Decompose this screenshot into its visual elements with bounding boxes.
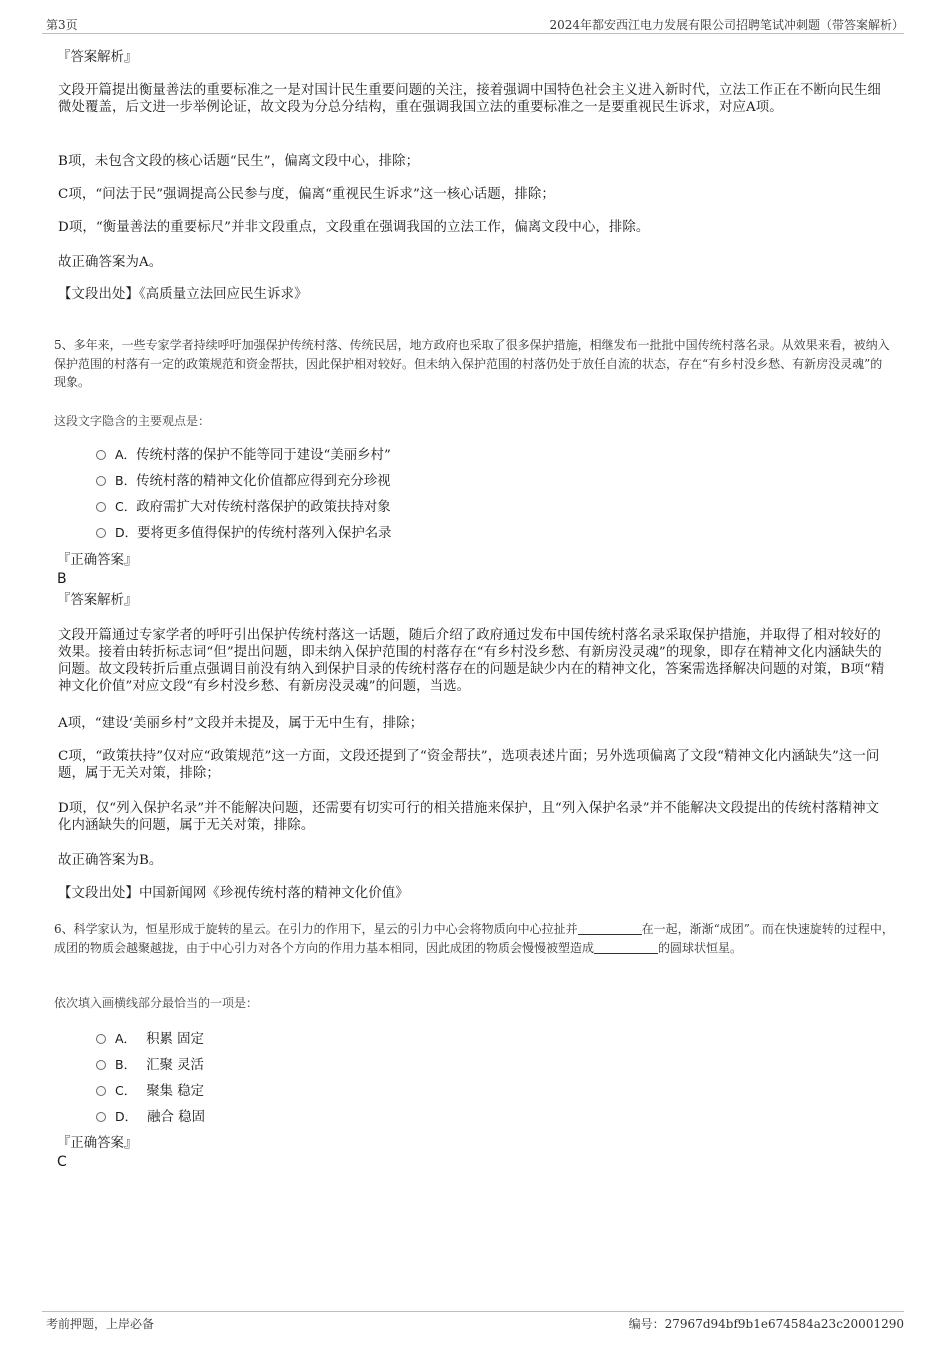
option-text: 聚集 稳定 bbox=[146, 1084, 205, 1099]
question-6-prompt: 依次填入画横线部分最恰当的一项是： bbox=[54, 996, 259, 1010]
correct-answer: C bbox=[57, 1154, 67, 1170]
radio-icon[interactable] bbox=[96, 1086, 106, 1096]
footer-slogan: 考前押题，上岸必备 bbox=[46, 1317, 155, 1331]
source-citation: 【文段出处】中国新闻网《珍视传统村落的精神文化价值》 bbox=[58, 886, 409, 901]
option-text: 传统村落的保护不能等同于建设“美丽乡村” bbox=[136, 448, 391, 463]
question-5-option-c[interactable] bbox=[96, 498, 391, 516]
question-5-prompt: 这段文字隐含的主要观点是： bbox=[54, 414, 211, 428]
analysis-label: 『答案解析』 bbox=[57, 50, 138, 65]
analysis-option-b: B项，未包含文段的核心话题“民生”，偏离文段中心，排除； bbox=[58, 154, 420, 169]
radio-icon[interactable] bbox=[96, 528, 106, 538]
question-6-option-c[interactable] bbox=[96, 1082, 204, 1100]
analysis-conclusion: 故正确答案为B。 bbox=[58, 853, 163, 868]
analysis-option-d: D项，“衡量善法的重要标尺”并非文段重点，文段重在强调我国的立法工作，偏离文段中心，排除。 bbox=[58, 220, 650, 235]
option-key: A． bbox=[115, 1031, 137, 1046]
option-text: 传统村落的精神文化价值都应得到充分珍视 bbox=[136, 474, 391, 489]
correct-answer-label: 『正确答案』 bbox=[57, 1136, 138, 1151]
question-5-text: 5、多年来，一些专家学者持续呼吁加强保护传统村落、传统民居，地方政府也采取了很多保护措施，相继发布一批批中国传统村落名录。从效果来看，被纳入保护范围的村落有一定的政策规范和资金帮扶，因此保护相对较好。但未纳入保护范围的村落仍处于放任自流的状态，存在“有乡村没乡愁、有新房没灵魂”的现象。 bbox=[54, 338, 890, 389]
correct-answer: B bbox=[57, 571, 67, 587]
question-text-part: 的圆球状恒星。 bbox=[658, 940, 743, 955]
analysis-option-a: A项，“建设‘美丽乡村”文段并未提及，属于无中生有，排除； bbox=[58, 716, 424, 731]
analysis-paragraph: 文段开篇通过专家学者的呼吁引出保护传统村落这一话题，随后介绍了政府通过发布中国传统村落名录采取保护措施，并取得了相对较好的效果。接着由转折标志词“但”提出问题，即未纳入保护范围的村落存在“有乡村没乡愁、有新房没灵魂”的现象，即存在精神文化内涵缺失的问题。故文段转折后重点强调目前没有纳入到保护目录的传统村落存在的问题是缺少内在的精神文化，答案需选择解决问题的对策，B项“精神文化价值”对应文段“有乡村没乡愁、有新房没灵魂”的问题，当选。 bbox=[58, 628, 885, 694]
analysis-option-c: C项，“政策扶持”仅对应“政策规范”这一方面，文段还提到了“资金帮扶”，选项表述片面；另外选项偏离了文段“精神文化内涵缺失”这一问题，属于无关对策，排除； bbox=[58, 749, 880, 781]
radio-icon[interactable] bbox=[96, 450, 106, 460]
analysis-option-c: C项，“问法于民”强调提高公民参与度，偏离“重视民生诉求”这一核心话题，排除； bbox=[58, 187, 555, 202]
analysis-label: 『答案解析』 bbox=[57, 593, 138, 608]
footer-divider bbox=[42, 1311, 904, 1312]
option-key: B． bbox=[115, 1057, 137, 1072]
option-text: 积累 固定 bbox=[146, 1032, 204, 1047]
fill-blank-1 bbox=[578, 922, 642, 935]
document-id: 编号：27967d94bf9b1e674584a23c20001290 bbox=[628, 1317, 904, 1331]
question-text-part: 6、科学家认为，恒星形成于旋转的星云。在引力的作用下，星云的引力中心会将物质向中心拉扯并 bbox=[54, 922, 578, 936]
option-text: 要将更多值得保护的传统村落列入保护名录 bbox=[137, 526, 392, 541]
option-text: 融合 稳固 bbox=[147, 1110, 205, 1125]
fill-blank-2 bbox=[594, 941, 658, 954]
question-6-option-a[interactable] bbox=[96, 1030, 204, 1048]
header-divider bbox=[42, 33, 904, 34]
question-5-option-d[interactable] bbox=[96, 524, 392, 542]
page-number: 第3页 bbox=[46, 18, 78, 32]
option-text: 政府需扩大对传统村落保护的政策扶持对象 bbox=[136, 500, 391, 515]
question-5-option-b[interactable] bbox=[96, 472, 391, 490]
option-key: B． bbox=[115, 473, 137, 488]
question-6-option-b[interactable] bbox=[96, 1056, 204, 1074]
option-key: C． bbox=[115, 499, 137, 514]
option-text: 汇聚 灵活 bbox=[146, 1058, 204, 1073]
radio-icon[interactable] bbox=[96, 1060, 106, 1070]
question-text-part: 在一起，渐渐“成团”。而在快速旋转的过程中，成团的物质会越聚越拢，由于中心引力对各个方向的作用力基本相同，因此成团的物质会慢慢被塑造成 bbox=[54, 922, 894, 955]
radio-icon[interactable] bbox=[96, 502, 106, 512]
radio-icon[interactable] bbox=[96, 1034, 106, 1044]
analysis-paragraph: 文段开篇提出衡量善法的重要标准之一是对国计民生重要问题的关注，接着强调中国特色社会主义进入新时代，立法工作正在不断向民生细微处覆盖，后文进一步举例论证，故文段为分总分结构，重在强调我国立法的重要标准之一是要重视民生诉求，对应A项。 bbox=[58, 83, 881, 115]
source-citation: 【文段出处】《高质量立法回应民生诉求》 bbox=[58, 287, 308, 302]
correct-answer-label: 『正确答案』 bbox=[57, 553, 138, 568]
option-key: D． bbox=[115, 525, 138, 540]
question-6-option-d[interactable] bbox=[96, 1108, 205, 1126]
analysis-option-d: D项，仅“列入保护名录”并不能解决问题，还需要有切实可行的相关措施来保护，且“列入保护名录”并不能解决文段提出的传统村落精神文化内涵缺失的问题，属于无关对策，排除。 bbox=[58, 801, 880, 833]
option-key: D． bbox=[115, 1109, 138, 1124]
radio-icon[interactable] bbox=[96, 1112, 106, 1122]
document-title: 2024年都安西江电力发展有限公司招聘笔试冲刺题（带答案解析） bbox=[549, 18, 904, 32]
option-key: C． bbox=[115, 1083, 137, 1098]
option-key: A． bbox=[115, 447, 137, 462]
analysis-conclusion: 故正确答案为A。 bbox=[58, 255, 163, 270]
question-5-option-a[interactable] bbox=[96, 446, 391, 464]
question-6-text bbox=[54, 920, 894, 957]
radio-icon[interactable] bbox=[96, 476, 106, 486]
